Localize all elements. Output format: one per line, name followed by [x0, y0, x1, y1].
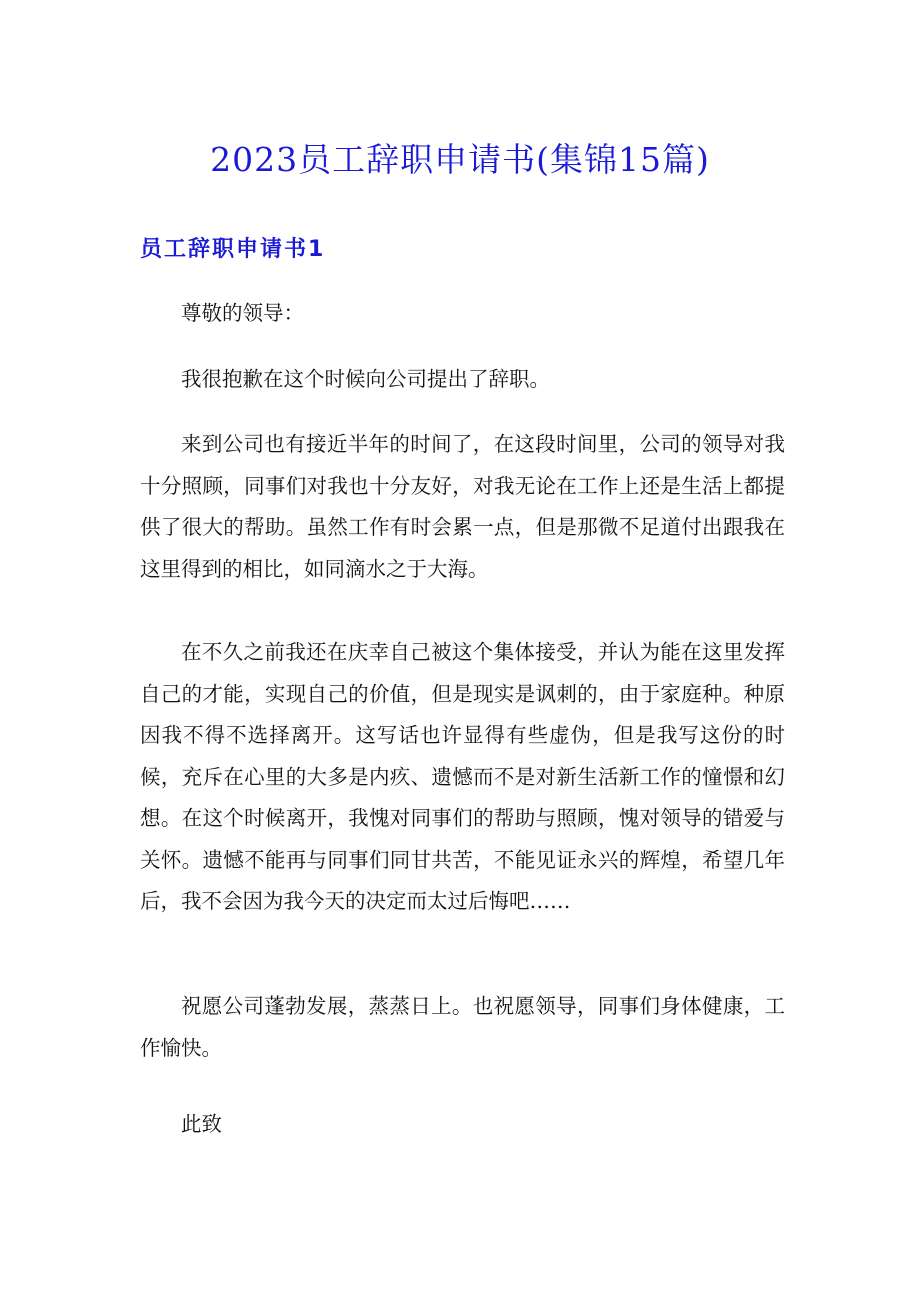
section-heading: 员工辞职申请书1 [140, 237, 326, 262]
gratitude-paragraph: 来到公司也有接近半年的时间了，在这段时间里，公司的领导对我十分照顾，同事们对我也十分友好，对我无论在工作上还是生活上都提供了很大的帮助。虽然工作有时会累一点，但是那微不足道付出跟我在这里得到的相比，如同滴水之于大海。 [140, 432, 785, 581]
reason-paragraph: 在不久之前我还在庆幸自己被这个集体接受，并认为能在这里发挥自己的才能，实现自己的价值，但是现实是讽刺的，由于家庭种。种原因我不得不选择离开。这写话也许显得有些虚伪，但是我写这份的时候，充斥在心里的大多是内疚、遗憾而不是对新生活新工作的憧憬和幻想。在这个时候离开，我愧对同事们的帮助与照顾，愧对领导的错爱与关怀。遗憾不能再与同事们同甘共苦，不能见证永兴的辉煌，希望几年后，我不会因为我今天的决定而太过后悔吧…… [140, 640, 785, 913]
document-title: 2023员工辞职申请书(集锦15篇) [210, 140, 710, 179]
wishes-paragraph: 祝愿公司蓬勃发展，蒸蒸日上。也祝愿领导，同事们身体健康，工作愉快。 [140, 994, 785, 1060]
apology-paragraph: 我很抱歉在这个时候向公司提出了辞职。 [181, 367, 550, 391]
salutation-paragraph: 尊敬的领导： [181, 301, 304, 325]
closing-paragraph: 此致 [181, 1112, 222, 1136]
